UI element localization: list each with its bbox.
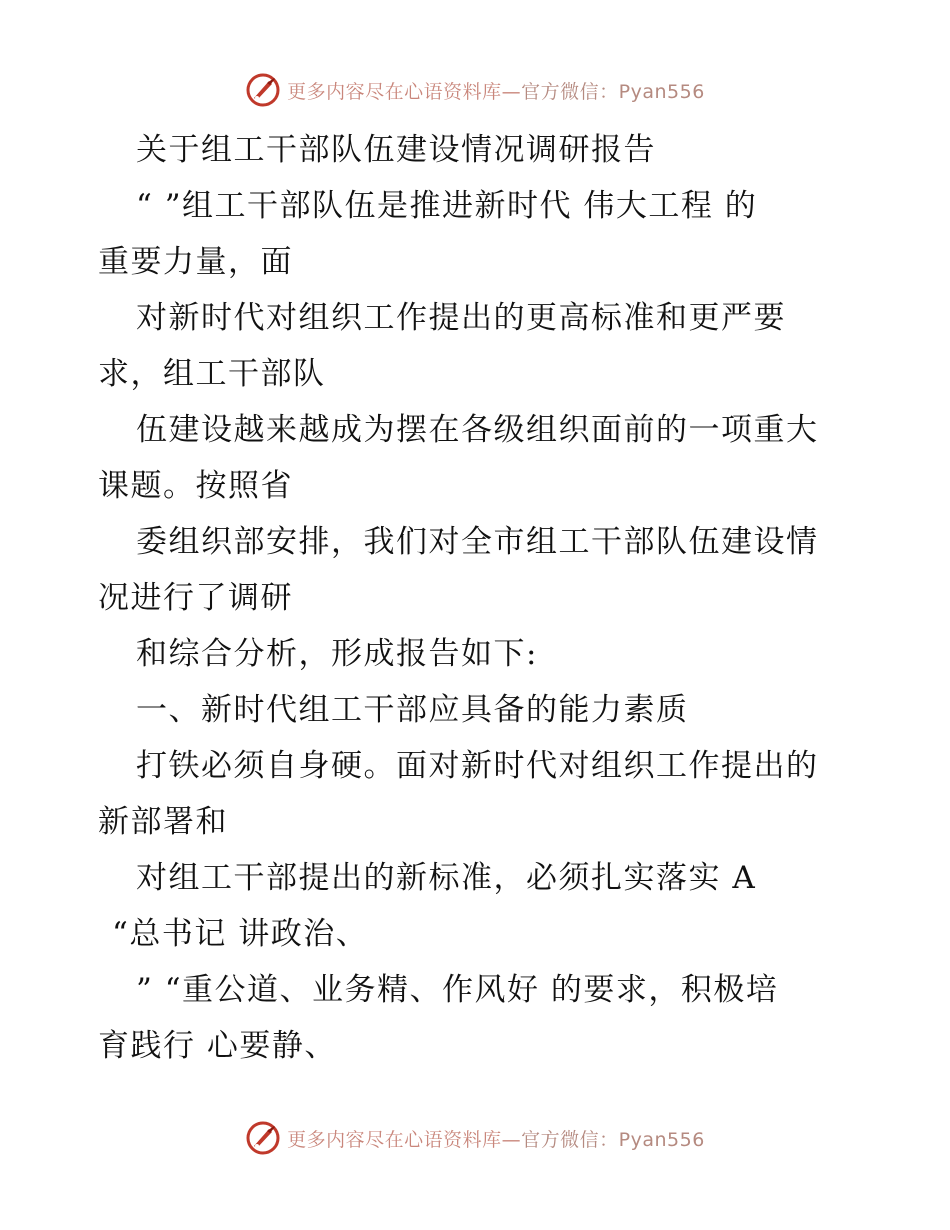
paragraph-line: 对新时代对组织工作提出的更高标准和更严要 — [136, 300, 786, 336]
paragraph-line: “总书记 讲政治、 — [112, 916, 369, 952]
footer-watermark-banner — [0, 1118, 950, 1158]
footer-banner-text — [287, 1125, 705, 1152]
paragraph-line: “ ”组工干部队伍是推进新时代 伟大工程 的 — [136, 188, 758, 224]
quill-seal-logo-icon — [245, 1120, 281, 1156]
paragraph-line: 重要力量，面 — [98, 244, 293, 280]
footer-banner-wechat: 官方微信：Pyan556 — [521, 1128, 705, 1151]
paragraph-line: 委组织部安排，我们对全市组工干部队伍建设情 — [136, 524, 819, 560]
paragraph-line: 打铁必须自身硬。面对新时代对组织工作提出的 — [136, 748, 819, 784]
paragraph-line: 况进行了调研 — [98, 580, 293, 616]
footer-banner-dash: — — [501, 1128, 522, 1151]
header-banner-text — [287, 77, 705, 104]
paragraph-line: 伍建设越来越成为摆在各级组织面前的一项重大 — [136, 412, 819, 448]
paragraph-line: ” “重公道、业务精、作风好 的要求，积极培 — [136, 972, 779, 1008]
document-body — [98, 122, 858, 1074]
paragraph-line: 课题。按照省 — [98, 468, 293, 504]
section-heading: 一、新时代组工干部应具备的能力素质 — [136, 692, 689, 728]
footer-banner-title: 更多内容尽在心语资料库 — [287, 1128, 502, 1151]
header-watermark-banner — [0, 70, 950, 110]
paragraph-line: 求，组工干部队 — [98, 356, 326, 392]
quill-seal-logo-icon — [245, 72, 281, 108]
header-banner-title: 更多内容尽在心语资料库 — [287, 80, 502, 103]
paragraph-line: 对组工干部提出的新标准，必须扎实落实 A — [136, 860, 757, 896]
document-title: 关于组工干部队伍建设情况调研报告 — [136, 132, 656, 168]
paragraph-line: 和综合分析，形成报告如下: — [136, 636, 538, 672]
header-banner-dash: — — [501, 80, 522, 103]
paragraph-line: 新部署和 — [98, 804, 228, 840]
header-banner-wechat: 官方微信：Pyan556 — [521, 80, 705, 103]
paragraph-line: 育践行 心要静、 — [98, 1028, 337, 1064]
